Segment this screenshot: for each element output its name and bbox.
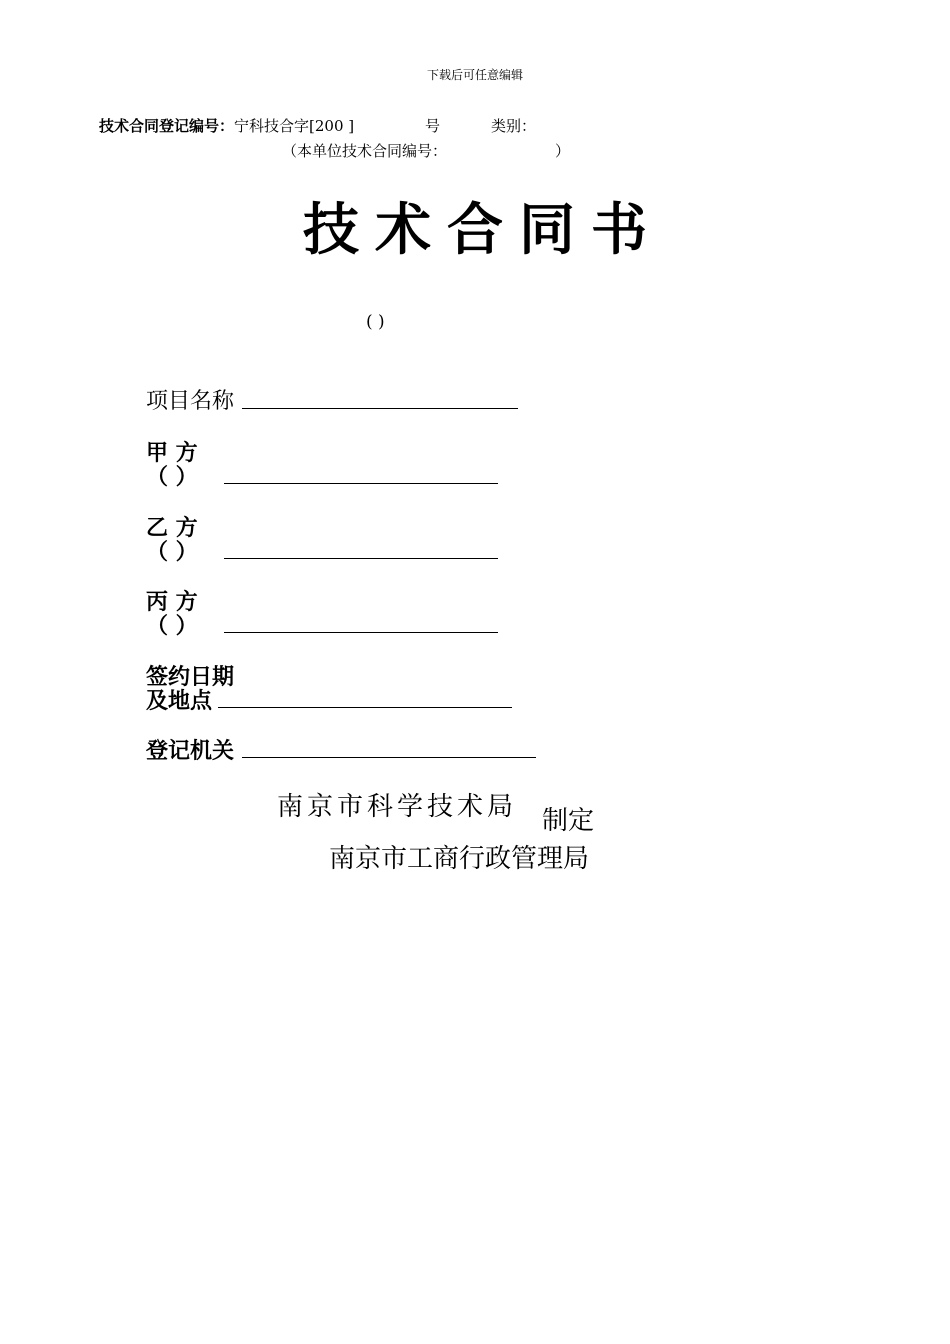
maker-made-text: 制定 <box>542 806 595 836</box>
party-a-label: 甲 方 <box>146 441 198 466</box>
project-name-underline <box>242 408 518 409</box>
header-note: 下载后可任意编辑 <box>426 68 523 82</box>
maker-bureau-commerce: 南京市工商行政管理局 <box>329 844 590 874</box>
maker-bureau-science: 南京市科学技术局 <box>277 792 518 822</box>
internal-number-open: （本单位技术合同编号： <box>282 142 448 160</box>
registration-line <box>99 115 354 136</box>
registration-label: 技术合同登记编号： <box>99 117 235 135</box>
internal-number-close: ） <box>555 142 571 160</box>
party-a-paren: （ ） <box>146 465 198 490</box>
sign-place-label: 及地点 <box>146 689 213 714</box>
sign-date-place-underline <box>218 707 512 708</box>
party-a-underline <box>224 483 498 484</box>
registry-label: 登记机关 <box>146 739 235 764</box>
party-c-paren: （ ） <box>146 614 198 639</box>
registry-underline <box>242 757 536 758</box>
registration-number-label: 号 <box>425 117 441 135</box>
subtitle-paren: ( ) <box>366 312 385 332</box>
sign-date-label: 签约日期 <box>146 665 235 690</box>
party-b-underline <box>224 558 498 559</box>
project-name-label: 项目名称 <box>146 389 235 414</box>
party-c-label: 丙 方 <box>146 590 198 615</box>
registration-prefix: 宁科技合字[200 ] <box>234 117 355 135</box>
party-c-underline <box>224 632 498 633</box>
registration-category-label: 类别： <box>491 117 537 135</box>
party-b-label: 乙 方 <box>146 516 198 541</box>
document-title: 技术合同书 <box>303 197 663 263</box>
party-b-paren: （ ） <box>146 540 198 565</box>
